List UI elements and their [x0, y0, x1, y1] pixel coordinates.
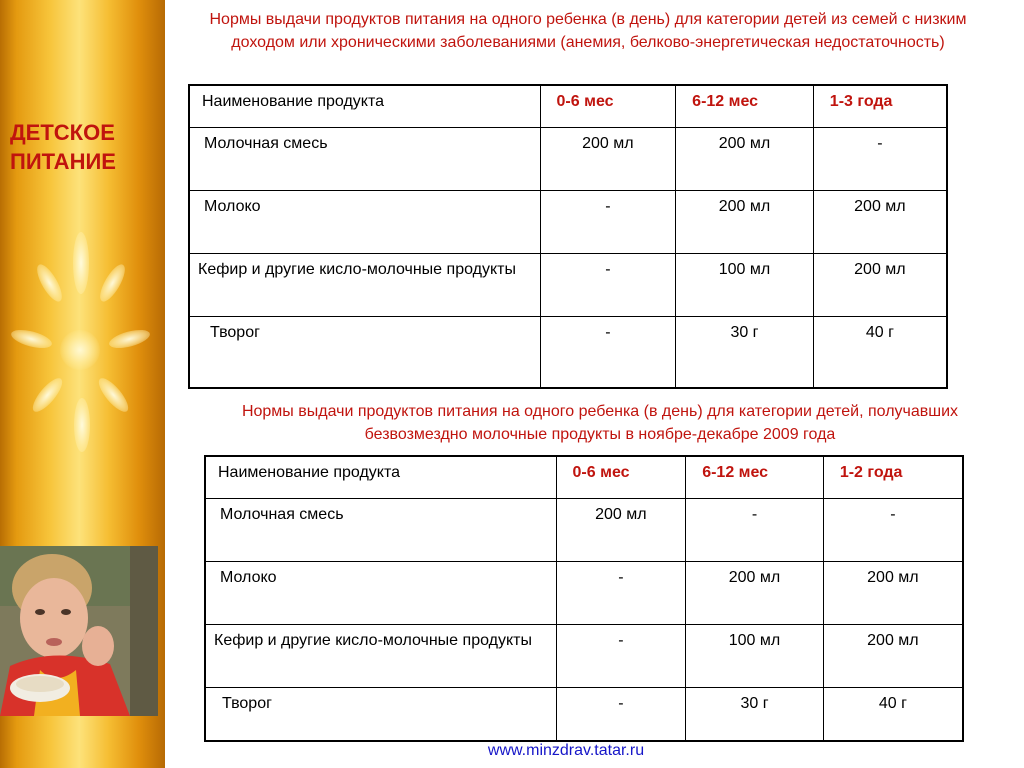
- norm-value-cell: -: [540, 253, 676, 316]
- table-row: [189, 190, 947, 253]
- column-header-age: 0-6 мес: [556, 456, 686, 498]
- column-header-product: Наименование продукта: [189, 85, 540, 127]
- norm-value-cell: -: [686, 498, 824, 561]
- norm-value-cell: -: [813, 127, 947, 190]
- child-photo-image: [0, 546, 158, 716]
- sun-ray-decoration: [107, 326, 151, 351]
- norm-value-cell: 200 мл: [823, 561, 963, 624]
- product-name-cell: Молочная смесь: [189, 127, 540, 190]
- sun-ray-decoration: [28, 374, 66, 416]
- sun-glow-decoration: [60, 330, 100, 370]
- table-header-row: [205, 456, 963, 498]
- sun-ray-decoration: [94, 374, 132, 416]
- column-header-product: Наименование продукта: [205, 456, 556, 498]
- norm-value-cell: 40 г: [813, 316, 947, 388]
- norm-value-cell: 200 мл: [686, 561, 824, 624]
- norm-value-cell: 100 мл: [686, 624, 824, 687]
- norm-value-cell: 200 мл: [813, 253, 947, 316]
- norms-table-free-dairy: [204, 455, 964, 742]
- norm-value-cell: -: [823, 498, 963, 561]
- column-header-age: 1-2 года: [823, 456, 963, 498]
- norm-value-cell: 200 мл: [676, 127, 814, 190]
- norm-value-cell: 200 мл: [676, 190, 814, 253]
- norm-value-cell: 200 мл: [556, 498, 686, 561]
- sun-ray-decoration: [33, 261, 67, 305]
- column-header-age: 6-12 мес: [686, 456, 824, 498]
- child-photo: [0, 546, 158, 716]
- norm-value-cell: -: [556, 624, 686, 687]
- product-name-cell: Творог: [205, 687, 556, 741]
- norm-value-cell: -: [556, 687, 686, 741]
- sun-ray-decoration: [73, 232, 89, 294]
- norm-value-cell: -: [540, 316, 676, 388]
- product-name-cell: Кефир и другие кисло-молочные продукты: [205, 624, 556, 687]
- website-link[interactable]: www.minzdrav.tatar.ru: [487, 742, 645, 759]
- norm-value-cell: -: [556, 561, 686, 624]
- product-name-cell: Творог: [189, 316, 540, 388]
- table-row: [205, 624, 963, 687]
- norms-table-low-income: [188, 84, 948, 389]
- table-header-row: [189, 85, 947, 127]
- product-name-cell: Молочная смесь: [205, 498, 556, 561]
- norm-value-cell: 100 мл: [676, 253, 814, 316]
- product-name-cell: Молоко: [189, 190, 540, 253]
- product-name-cell: Кефир и другие кисло-молочные продукты: [189, 253, 540, 316]
- table-row: [189, 127, 947, 190]
- norm-value-cell: -: [540, 190, 676, 253]
- sun-ray-decoration: [74, 398, 90, 452]
- column-header-age: 1-3 года: [813, 85, 947, 127]
- table-row: [189, 253, 947, 316]
- norm-value-cell: 200 мл: [540, 127, 676, 190]
- norm-value-cell: 40 г: [823, 687, 963, 741]
- column-header-age: 6-12 мес: [676, 85, 814, 127]
- side-panel: [0, 0, 165, 768]
- panel-title: ДЕТСКОЕ ПИТАНИЕ: [10, 120, 116, 174]
- norm-value-cell: 200 мл: [823, 624, 963, 687]
- norm-value-cell: 200 мл: [813, 190, 947, 253]
- sun-ray-decoration: [96, 261, 130, 305]
- norm-value-cell: 30 г: [676, 316, 814, 388]
- sun-ray-decoration: [9, 326, 53, 351]
- table-row: [205, 561, 963, 624]
- table-row: [205, 498, 963, 561]
- column-header-age: 0-6 мес: [540, 85, 676, 127]
- table-1-heading: Нормы выдачи продуктов питания на одного ребенка (в день) для категории детей из семей с низким доходом или хроническими заболеваниями (анемия, белково-энергетическая недостаточность): [209, 11, 967, 51]
- table-row: [205, 687, 963, 741]
- norm-value-cell: 30 г: [686, 687, 824, 741]
- table-2-heading: Нормы выдачи продуктов питания на одного ребенка (в день) для категории детей, получавших безвозмездно молочные продукты в ноябре-декабре 2009 года: [241, 403, 959, 443]
- product-name-cell: Молоко: [205, 561, 556, 624]
- table-row: [189, 316, 947, 388]
